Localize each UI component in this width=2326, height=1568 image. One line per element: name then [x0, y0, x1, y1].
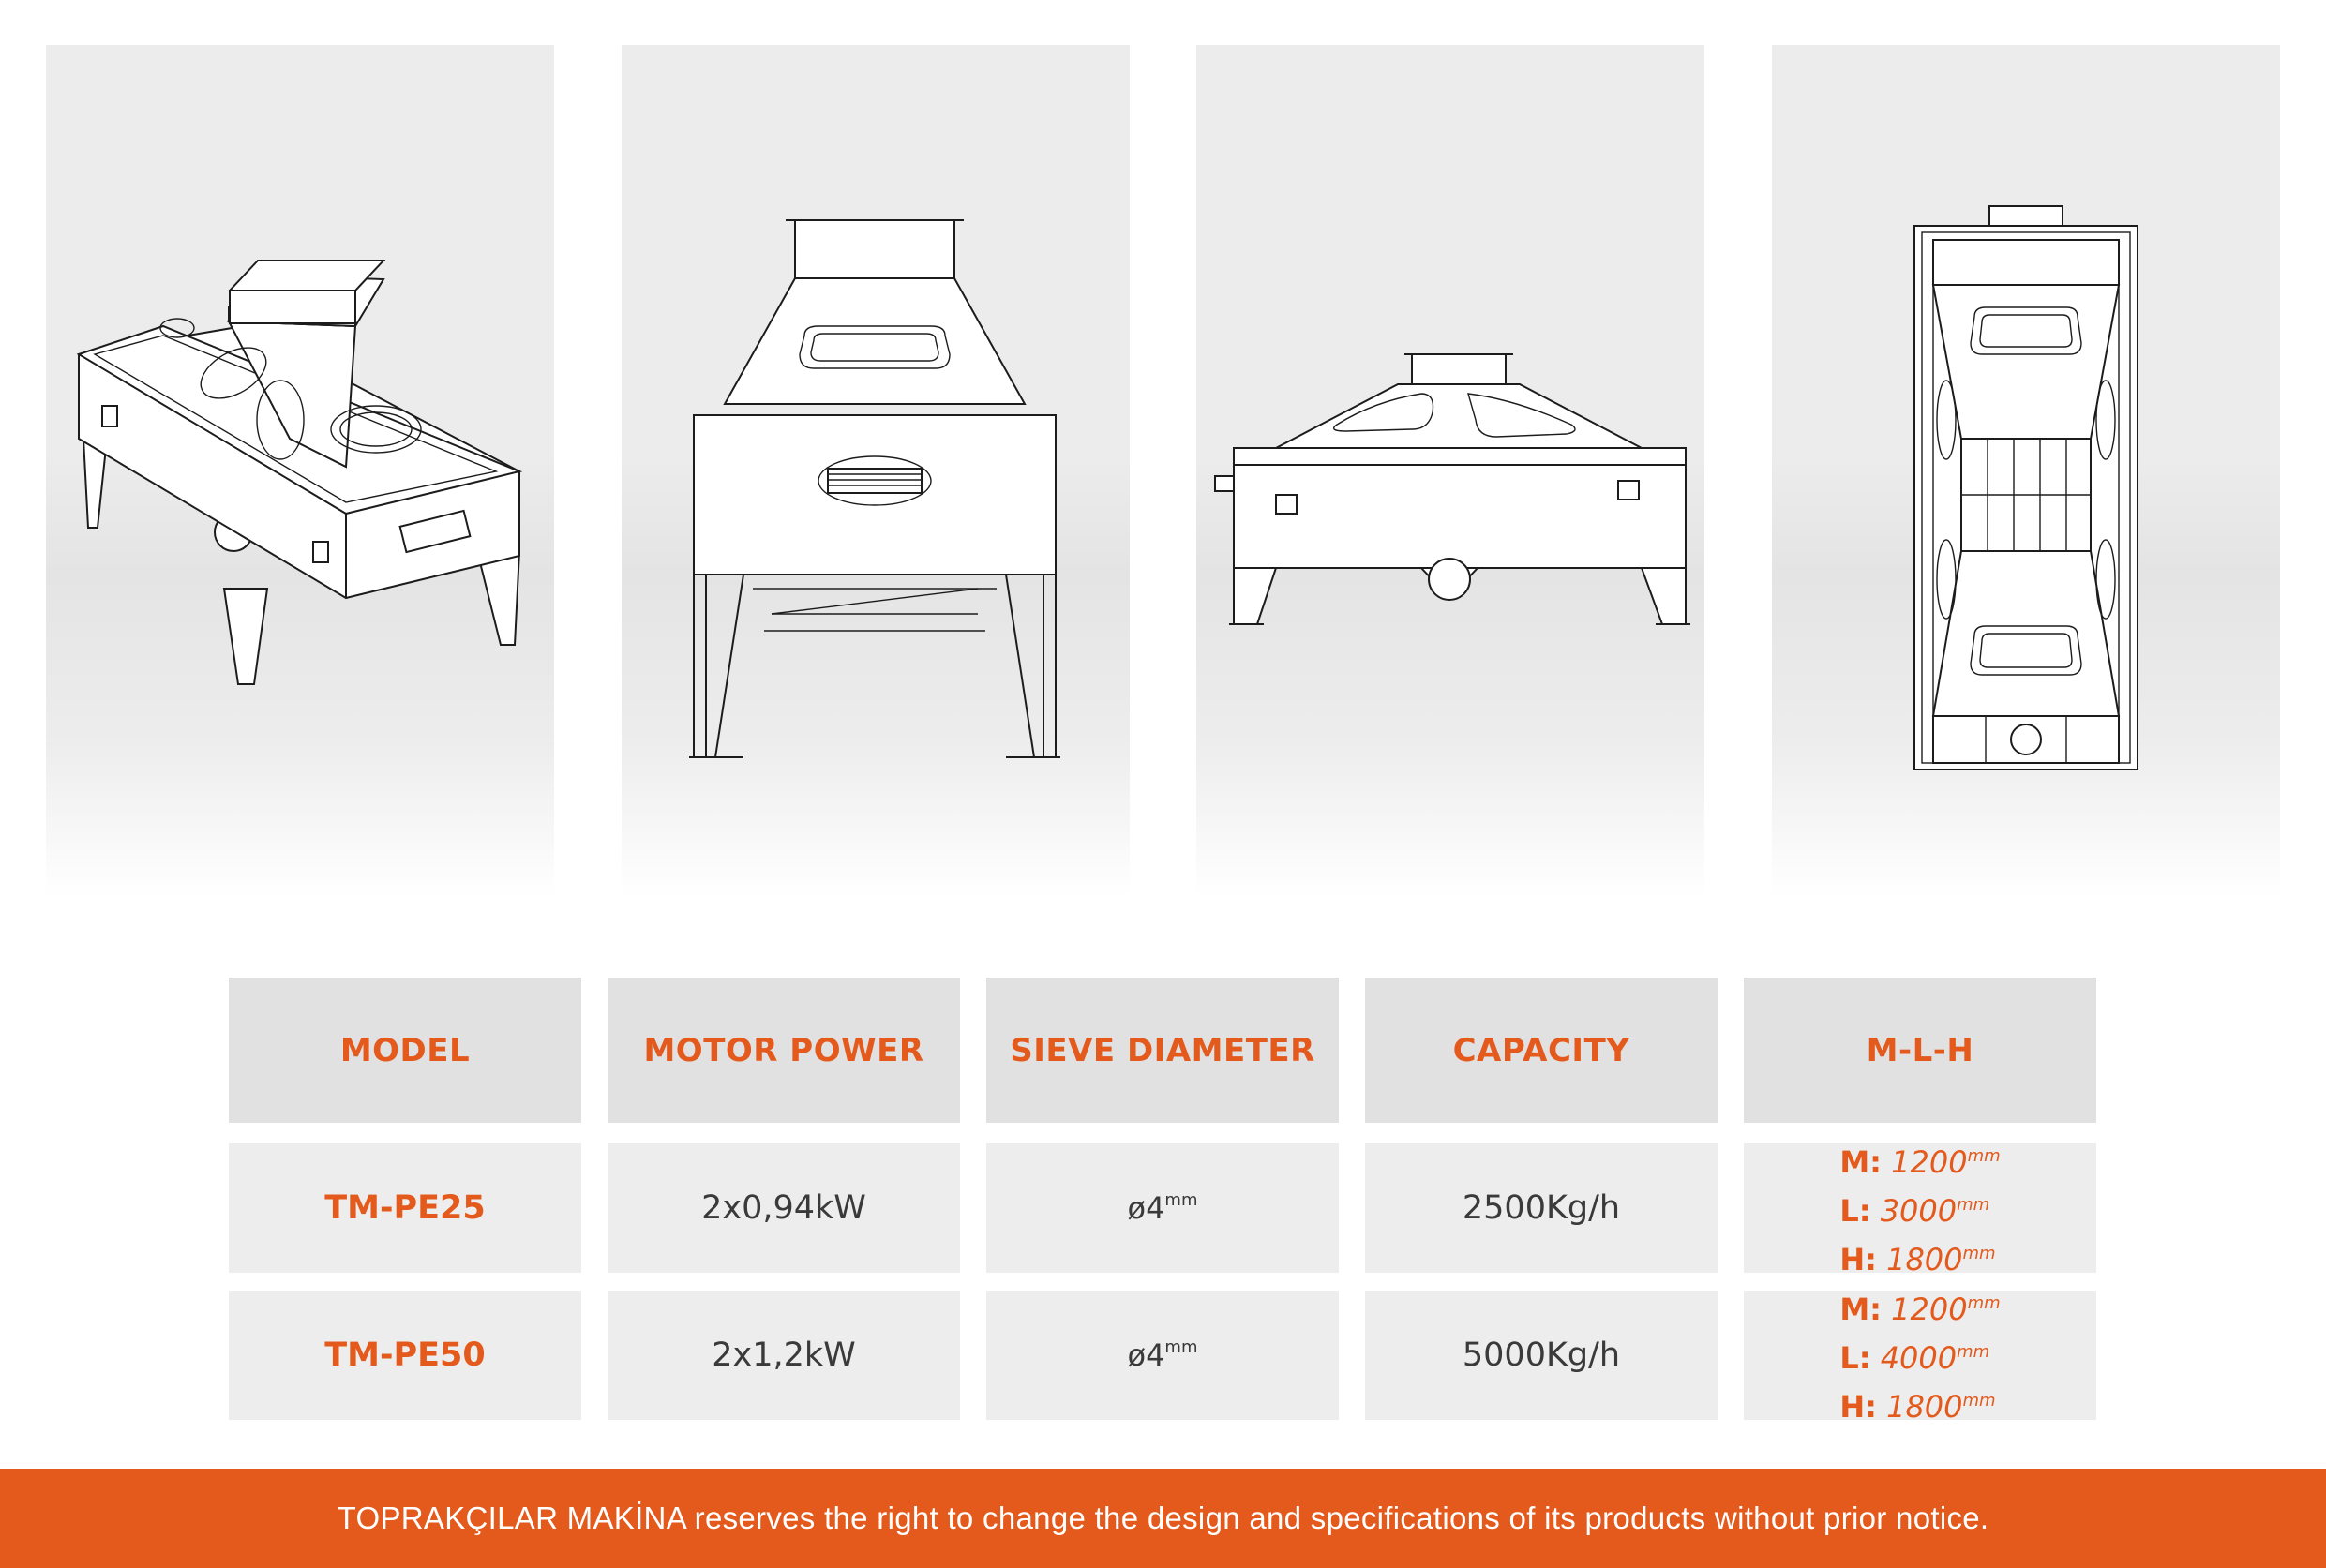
row1-motor-power: 2x0,94kW — [608, 1143, 960, 1273]
isometric-view-panel — [46, 45, 554, 898]
row2-dimension-m: M: $1200^{mm}$ — [1839, 1292, 2001, 1327]
row2-model: TM-PE50 — [229, 1291, 581, 1420]
row2-dimension-h: H: $1800^{mm}$ — [1839, 1389, 1996, 1425]
header-capacity: CAPACITY — [1365, 978, 1718, 1123]
top-view-panel — [1772, 45, 2280, 898]
front-view-drawing — [622, 45, 1130, 898]
row1-dimension-h: H: $1800^{mm}$ — [1839, 1242, 1996, 1277]
header-motor-power: MOTOR POWER — [608, 978, 960, 1123]
row2-motor-power: 2x1,2kW — [608, 1291, 960, 1420]
row2-capacity: 5000Kg/h — [1365, 1291, 1718, 1420]
front-view-panel — [622, 45, 1130, 898]
top-view-drawing — [1772, 45, 2280, 898]
footer-bar — [0, 1469, 2326, 1568]
header-sieve-diameter: SIEVE DIAMETER — [986, 978, 1339, 1123]
side-view-panel — [1196, 45, 1704, 898]
row1-dimension-l: L: $3000^{mm}$ — [1839, 1193, 1990, 1229]
row1-capacity: 2500Kg/h — [1365, 1143, 1718, 1273]
row2-mlh — [1744, 1291, 2096, 1425]
side-view-drawing — [1196, 45, 1704, 898]
row2-dimension-l: L: $4000^{mm}$ — [1839, 1340, 1990, 1376]
header-model: MODEL — [229, 978, 581, 1123]
row2-sieve-diameter: $ø4^{mm}$ — [986, 1291, 1339, 1420]
footer-notice: TOPRAKÇILAR MAKİNA reserves the right to change the design and specifications of its products without prior notice. — [337, 1501, 1989, 1535]
row1-dimension-m: M: $1200^{mm}$ — [1839, 1144, 2001, 1180]
row1-mlh — [1744, 1143, 2096, 1277]
isometric-view-drawing — [46, 45, 554, 898]
header-mlh: M-L-H — [1744, 978, 2096, 1123]
row1-sieve-diameter: $ø4^{mm}$ — [986, 1143, 1339, 1273]
row1-model: TM-PE25 — [229, 1143, 581, 1273]
